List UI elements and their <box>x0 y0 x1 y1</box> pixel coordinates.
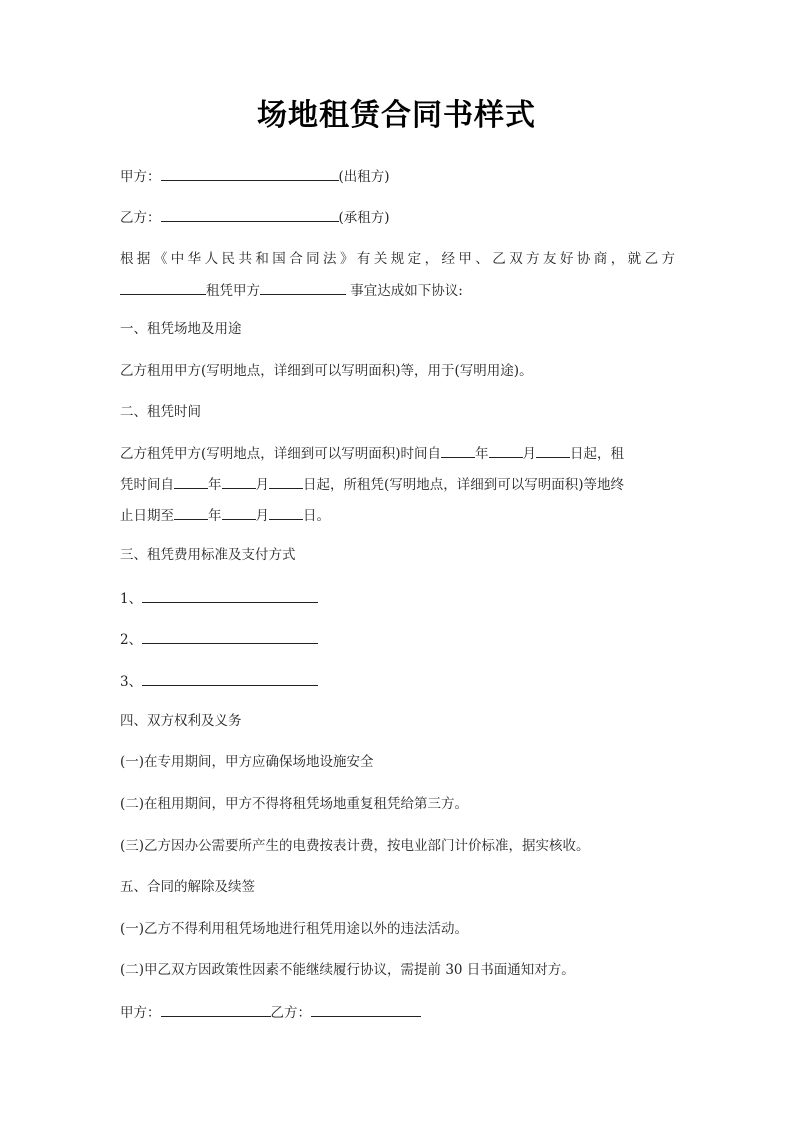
section4-heading: 四、双方权利及义务 <box>120 713 242 729</box>
section2-text: 日起，所租凭(写明地点，详细到可以写明面积)等地终 <box>303 477 625 493</box>
party-a-line <box>120 166 390 187</box>
section5-item: (一)乙方不得利用租凭场地进行租凭用途以外的违法活动。 <box>120 921 469 937</box>
section2-heading: 二、租凭时间 <box>120 404 201 420</box>
start-day-blank[interactable] <box>536 443 570 458</box>
start-month-blank[interactable] <box>489 443 523 458</box>
end-month-blank[interactable] <box>222 505 256 520</box>
signature-line <box>120 1002 421 1023</box>
intro-line-1: 根据《中华人民共和国合同法》有关规定，经甲、乙双方友好协商，就乙方 <box>120 251 675 267</box>
signature-party-a-blank[interactable] <box>161 1002 271 1017</box>
month-label: 月 <box>522 446 537 462</box>
month-label: 月 <box>255 477 269 493</box>
party-a-suffix: (出租方) <box>338 169 390 185</box>
day-label: 日起，租 <box>570 446 625 462</box>
intro-mid: 租凭甲方 <box>206 283 260 299</box>
intro-blank-1[interactable] <box>120 280 206 295</box>
document-title: 场地租赁合同书样式 <box>257 98 536 133</box>
intro-blank-2[interactable] <box>260 280 346 295</box>
fee-item-number: 1、 <box>120 591 143 607</box>
intro-line-2 <box>120 280 463 301</box>
party-b-line <box>120 207 390 228</box>
end-year-blank[interactable] <box>174 505 208 520</box>
fee-item-number: 3、 <box>120 674 143 690</box>
signature-party-b-label: 乙方： <box>270 1005 311 1021</box>
intro-end: 事宜达成如下协议: <box>346 283 463 299</box>
start-year-blank[interactable] <box>441 443 475 458</box>
section2-line-2 <box>120 474 624 495</box>
period-year-blank[interactable] <box>174 474 208 489</box>
signature-party-b-blank[interactable] <box>311 1002 421 1017</box>
signature-party-a-label: 甲方： <box>120 1005 161 1021</box>
fee-item <box>120 671 318 692</box>
section1-heading: 一、租凭场地及用途 <box>120 321 242 337</box>
section2-text: 止日期至 <box>120 508 174 524</box>
fee-item <box>120 588 318 609</box>
period-month-blank[interactable] <box>222 474 256 489</box>
year-label: 年 <box>208 508 222 524</box>
month-label: 月 <box>255 508 269 524</box>
day-label: 日。 <box>303 508 330 524</box>
section4-item: (三)乙方因办公需要所产生的电费按表计费，按电业部门计价标准，据实核收。 <box>120 838 590 854</box>
fee-item-blank[interactable] <box>142 629 318 644</box>
party-a-label: 甲方： <box>120 169 161 185</box>
fee-item-blank[interactable] <box>142 671 318 686</box>
section5-item: (二)甲乙双方因政策性因素不能继续履行协议，需提前 30 日书面通知对方。 <box>120 962 575 978</box>
section2-line-1 <box>120 443 624 464</box>
fee-item <box>120 629 318 650</box>
period-day-blank[interactable] <box>269 474 303 489</box>
section4-item: (二)在租用期间，甲方不得将租凭场地重复租凭给第三方。 <box>120 796 469 812</box>
section2-text: 乙方租凭甲方(写明地点，详细到可以写明面积)时间自 <box>120 446 442 462</box>
party-b-blank[interactable] <box>161 207 339 222</box>
fee-item-blank[interactable] <box>142 588 318 603</box>
year-label: 年 <box>208 477 222 493</box>
party-a-blank[interactable] <box>161 166 339 181</box>
section1-body: 乙方租用甲方(写明地点，详细到可以写明面积)等，用于(写明用途)。 <box>120 363 533 379</box>
party-b-label: 乙方： <box>120 210 161 226</box>
year-label: 年 <box>475 446 489 462</box>
end-day-blank[interactable] <box>269 505 303 520</box>
section5-heading: 五、合同的解除及续签 <box>120 879 255 895</box>
section2-text: 凭时间自 <box>120 477 174 493</box>
fee-item-number: 2、 <box>120 632 143 648</box>
section2-line-3 <box>120 505 330 526</box>
section4-item: (一)在专用期间，甲方应确保场地设施安全 <box>120 754 374 770</box>
section3-heading: 三、租凭费用标准及支付方式 <box>120 547 296 563</box>
party-b-suffix: (承租方) <box>338 210 390 226</box>
